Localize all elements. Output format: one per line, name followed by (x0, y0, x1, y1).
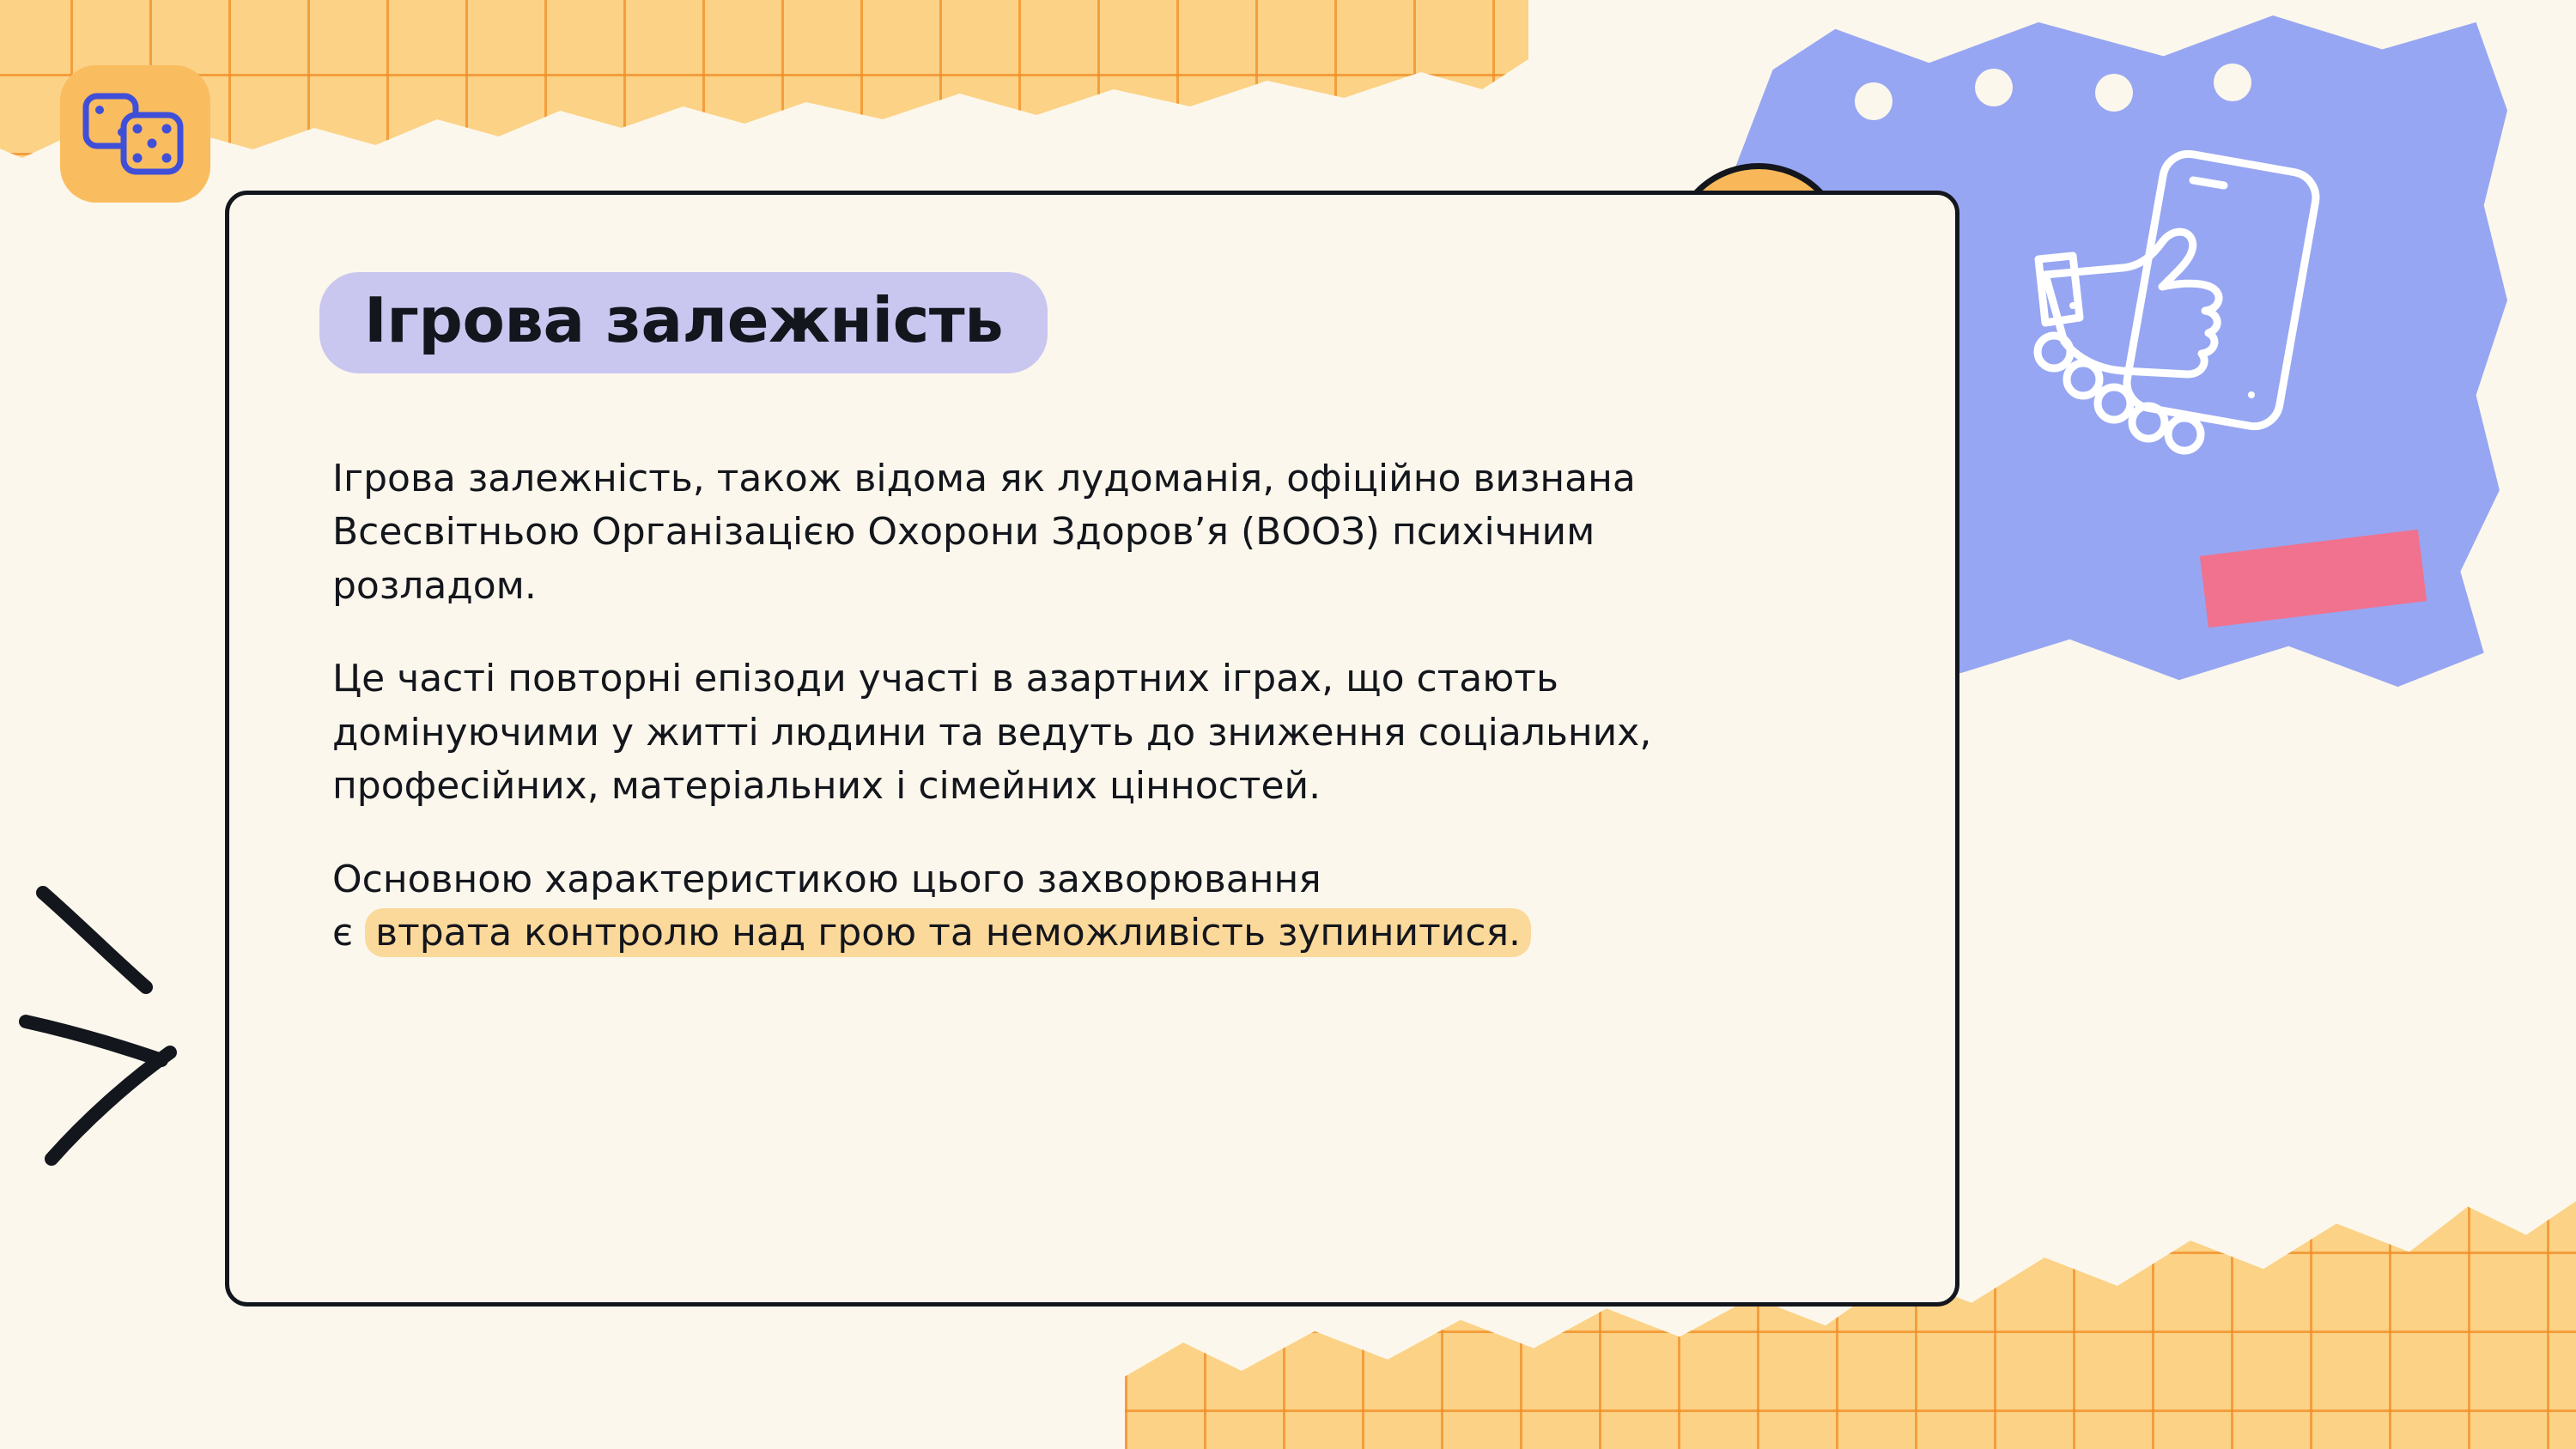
phone-chained-hand-icon (1994, 146, 2354, 515)
content-card (225, 191, 1959, 1307)
paragraph-3-text: Основною характеристикою цього захворювання (332, 857, 1321, 901)
scribble-marks (17, 884, 240, 1193)
page-title: Ігрова залежність (319, 272, 1048, 373)
dice-icon (60, 65, 210, 203)
punch-hole (1975, 69, 2013, 106)
paragraph-2: Це часті повторні епізоди участі в азартних іграх, що стають домінуючими у житті людини та ведуть до зниження соціальних, професійних, матеріальних і сімейних цінностей. (332, 657, 1652, 809)
punch-hole (1855, 82, 1893, 120)
torn-grid-paper-top-left (0, 0, 1528, 209)
punch-hole (2095, 74, 2133, 112)
paragraph-1: Ігрова залежність, також відома як лудоманія, офіційно визнана Всесвітньою Організацією Охорони Здоров’я (ВООЗ) психічним розладом. (332, 457, 1636, 608)
highlighted-text: втрата контролю над грою та неможливість зупинитися. (365, 908, 1531, 957)
paragraph-3 (332, 853, 1792, 961)
highlight-lead: є (332, 911, 366, 955)
page-title-wrap (319, 272, 1048, 373)
body-text (332, 452, 1792, 961)
punch-hole (2214, 64, 2251, 101)
